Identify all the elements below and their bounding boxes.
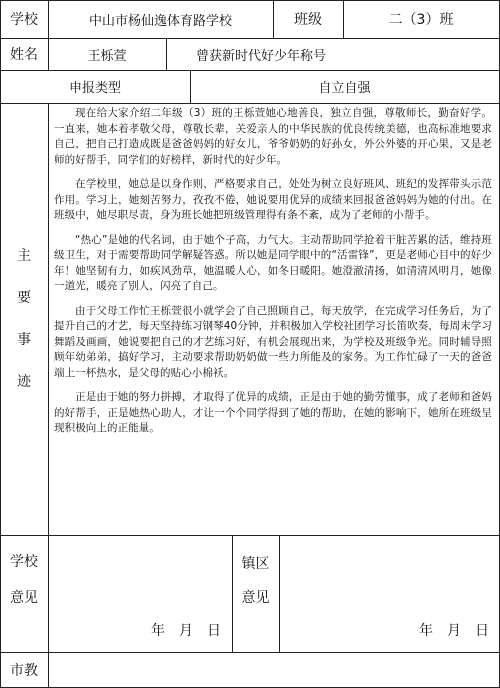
school-opinion-label-1: 学校 (10, 554, 38, 570)
apply-type-value: 自立自强 (318, 81, 371, 96)
name-value: 王栎萱 (87, 48, 127, 64)
deeds-label-char: 事 (17, 332, 31, 348)
class-label: 班级 (294, 12, 322, 28)
deeds-paragraph: “热心”是她的代名词，由于她个子高，力气大。主动帮助同学抢着干脏苦累的活，维持班级卫生，对于需要帮助同学解疑答惑。所以她是同学眼中的“活雷锋”，更是老师心目中的好少年！她坚韧有力，如疾风劲草，她温暖人心，如冬日暖阳。她澄澈清扬，如清清风明月，她像一道光，暖亮了别人，闪亮了自己。 (54, 233, 492, 292)
row-line-5 (0, 652, 500, 653)
deeds-content (48, 103, 496, 535)
honor-value: 曾获新时代好少年称号 (195, 48, 326, 64)
school-value: 中山市杨仙逸体育路学校 (88, 13, 232, 29)
deeds-label-char: 要 (17, 290, 31, 306)
school-opinion-date: 年 月 日 (151, 623, 221, 639)
deeds-paragraph: 由于父母工作忙王栎萱很小就学会了自己照顾自己，每天放学，在完成学习任务后，为了提升自己的才艺，每天坚持练习钢琴40分钟，并积极加入学校社团学习长笛吹奏，每周末学习舞蹈及画画，她说要把自己的才艺练习好，有机会展现出来，为学校及班级争光。同时辅导照顾年幼弟弟，搞好学习，主动要求帮助奶奶做一些力所能及的家务。为工作忙碌了一天的爸爸端上一杯热水，是父母的贴心小棉袄。 (54, 304, 492, 379)
city-label: 市教 (10, 663, 38, 679)
deeds-paragraph: 在学校里，她总是以身作则，严格要求自己，处处为树立良好班风、班纪的发挥带头示范作用。学习上，她刻苦努力，孜孜不倦，她说要用优异的成绩来回报爸爸妈妈为她的付出。在班级中，她尽职尽责，身为班长她把班级管理得有条不紊，成为了老师的小帮手。 (54, 178, 492, 221)
name-label: 姓名 (10, 47, 38, 63)
apply-type-label: 申报类型 (68, 81, 121, 96)
school-opinion-label-2: 意见 (10, 590, 38, 606)
town-opinion-label-1: 镇区 (241, 556, 270, 572)
town-opinion-label-2: 意见 (241, 590, 270, 606)
town-opinion-date: 年 月 日 (419, 623, 489, 639)
row-line-4 (0, 535, 500, 536)
deeds-paragraph: 正是由于她的努力拼搏，才取得了优异的成绩，正是由于她的勤劳懂事，成了老师和爸妈的好帮手，正是她热心助人，才让一个个同学得到了她的帮助，在她的影响下，她所在班级呈现积极向上的正能量。 (54, 391, 492, 434)
class-value: 二（3）班 (388, 12, 454, 28)
deeds-paragraph: 现在给大家介绍二年级（3）班的王栎萱她心地善良，独立自强，尊敬师长，勤奋好学。一直来，她本着孝敬父母，尊敬长辈，关爱亲人的中华民族的优良传统美德，也高标准地要求自己，把自己打造成既是爸爸妈妈的好女儿，爷爷奶奶的好孙女，外公外婆的开心果，又是老师的好帮手，同学们的好榜样，新时代的好少年。 (54, 107, 492, 166)
deeds-label-char: 主 (17, 248, 31, 264)
deeds-label (0, 103, 48, 535)
deeds-label-char: 迹 (17, 374, 31, 390)
school-label: 学校 (10, 12, 38, 28)
col-line-h (279, 535, 280, 652)
